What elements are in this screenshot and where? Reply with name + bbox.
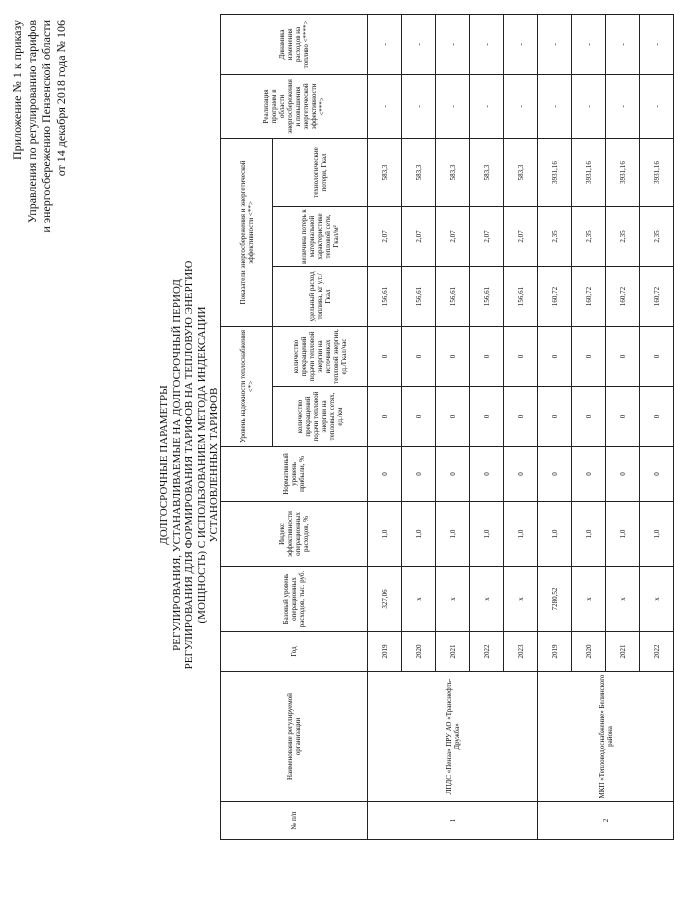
energy-2-cell: 2,07 [368, 206, 402, 266]
profit-level-cell: 0 [640, 447, 674, 502]
appendix-line-1: Приложение № 1 к приказу [10, 20, 24, 160]
header-profit-level: Нормативный уровень прибыли, % [221, 447, 368, 502]
year-cell: 2019 [538, 632, 572, 672]
program-cell: - [572, 74, 606, 138]
efficiency-index-cell: 1,0 [572, 502, 606, 567]
reliability-1-cell: 0 [572, 387, 606, 447]
year-cell: 2021 [436, 632, 470, 672]
row-num-cell: 2 [538, 802, 674, 840]
table-body [368, 14, 674, 839]
row-num-cell: 1 [368, 802, 538, 840]
reliability-2-cell: 0 [368, 326, 402, 386]
header-efficiency-index: Индекс эффективности операционных расходов, % [221, 502, 368, 567]
reliability-1-cell: 0 [538, 387, 572, 447]
efficiency-index-cell: 1,0 [640, 502, 674, 567]
base-cost-cell: х [606, 567, 640, 632]
energy-1-cell: 156,61 [436, 266, 470, 326]
title-line-2: РЕГУЛИРОВАНИЯ, УСТАНАВЛИВАЕМЫЕ НА ДОЛГОСРОЧНЫЙ ПЕРИОД [170, 279, 183, 651]
appendix-block [10, 20, 68, 350]
profit-level-cell: 0 [538, 447, 572, 502]
energy-2-cell: 2,35 [640, 206, 674, 266]
base-cost-cell: х [402, 567, 436, 632]
header-reliability-group: Уровень надежности теплоснабжения <*> [221, 326, 273, 446]
program-cell: - [368, 74, 402, 138]
program-cell: - [606, 74, 640, 138]
reliability-1-cell: 0 [470, 387, 504, 447]
base-cost-cell: х [572, 567, 606, 632]
header-losses-ratio: величина потерь к материальной характеристике тепловой сети, Гкал/м² [273, 206, 368, 266]
year-cell: 2020 [402, 632, 436, 672]
energy-2-cell: 2,35 [538, 206, 572, 266]
efficiency-index-cell: 1,0 [504, 502, 538, 567]
reliability-2-cell: 0 [640, 326, 674, 386]
year-cell: 2022 [470, 632, 504, 672]
header-year: Год [221, 632, 368, 672]
year-cell: 2020 [572, 632, 606, 672]
reliability-1-cell: 0 [504, 387, 538, 447]
energy-1-cell: 160,72 [640, 266, 674, 326]
appendix-line-3: и энергосбережению Пензенской области [39, 20, 53, 233]
dynamics-cell: - [436, 14, 470, 74]
table-row [368, 14, 402, 839]
header-base-cost: Базовый уровень операционных расходов, тыс. руб. [221, 567, 368, 632]
efficiency-index-cell: 1,0 [470, 502, 504, 567]
title-line-4: (МОЩНОСТЬ) С ИСПОЛЬЗОВАНИЕМ МЕТОДА ИНДЕКСАЦИИ [195, 306, 208, 624]
reliability-2-cell: 0 [572, 326, 606, 386]
energy-3-cell: 3931,16 [640, 138, 674, 206]
dynamics-cell: - [368, 14, 402, 74]
reliability-2-cell: 0 [436, 326, 470, 386]
efficiency-index-cell: 1,0 [436, 502, 470, 567]
title-line-1: ДОЛГОСРОЧНЫЕ ПАРАМЕТРЫ [158, 385, 170, 545]
base-cost-cell: х [436, 567, 470, 632]
header-tech-losses: технологические потери, Гкал [273, 138, 368, 206]
energy-1-cell: 156,61 [402, 266, 436, 326]
energy-1-cell: 156,61 [504, 266, 538, 326]
header-dynamics: Динамика изменения расходов на топливо <****> [221, 14, 368, 74]
program-cell: - [436, 74, 470, 138]
dynamics-cell: - [640, 14, 674, 74]
program-cell: - [470, 74, 504, 138]
energy-2-cell: 2,07 [504, 206, 538, 266]
energy-3-cell: 583,3 [470, 138, 504, 206]
energy-3-cell: 583,3 [504, 138, 538, 206]
dynamics-cell: - [504, 14, 538, 74]
profit-level-cell: 0 [436, 447, 470, 502]
reliability-2-cell: 0 [538, 326, 572, 386]
program-cell: - [504, 74, 538, 138]
dynamics-cell: - [538, 14, 572, 74]
energy-3-cell: 583,3 [436, 138, 470, 206]
program-cell: - [538, 74, 572, 138]
reliability-1-cell: 0 [368, 387, 402, 447]
energy-3-cell: 3931,16 [572, 138, 606, 206]
energy-2-cell: 2,07 [402, 206, 436, 266]
program-cell: - [640, 74, 674, 138]
appendix-line-4: от 14 декабря 2018 года № 106 [53, 20, 68, 177]
reliability-1-cell: 0 [606, 387, 640, 447]
dynamics-cell: - [606, 14, 640, 74]
year-cell: 2019 [368, 632, 402, 672]
profit-level-cell: 0 [504, 447, 538, 502]
base-cost-cell: 7280,52 [538, 567, 572, 632]
header-org: Наименование регулируемой организации [221, 672, 368, 802]
header-num: № п/п [221, 802, 368, 840]
energy-2-cell: 2,07 [470, 206, 504, 266]
reliability-1-cell: 0 [402, 387, 436, 447]
year-cell: 2021 [606, 632, 640, 672]
reliability-2-cell: 0 [606, 326, 640, 386]
reliability-2-cell: 0 [504, 326, 538, 386]
appendix-line-2: Управления по регулированию тарифов [24, 20, 39, 224]
energy-1-cell: 156,61 [368, 266, 402, 326]
energy-2-cell: 2,35 [572, 206, 606, 266]
header-reliability-networks: количество прекращений подачи тепловой энергии на тепловых сетях, ед./км [273, 387, 368, 447]
profit-level-cell: 0 [368, 447, 402, 502]
title-line-5: УСТАНОВЛЕННЫХ ТАРИФОВ [208, 387, 221, 543]
energy-3-cell: 583,3 [368, 138, 402, 206]
efficiency-index-cell: 1,0 [402, 502, 436, 567]
efficiency-index-cell: 1,0 [368, 502, 402, 567]
year-cell: 2022 [640, 632, 674, 672]
dynamics-cell: - [470, 14, 504, 74]
base-cost-cell: х [640, 567, 674, 632]
dynamics-cell: - [402, 14, 436, 74]
energy-1-cell: 160,72 [606, 266, 640, 326]
org-name-cell: МКП «Тепловодоснабжение» Белинского района [538, 672, 674, 802]
reliability-2-cell: 0 [470, 326, 504, 386]
profit-level-cell: 0 [470, 447, 504, 502]
energy-1-cell: 160,72 [538, 266, 572, 326]
header-program: Реализация программ в области энергосбережения и повышения энергетической эффективности <***> [221, 74, 368, 138]
org-name-cell: ЛПДС «Пенза» ПРУ АО «Транснефть-Дружба» [368, 672, 538, 802]
energy-1-cell: 156,61 [470, 266, 504, 326]
year-cell: 2023 [504, 632, 538, 672]
header-energy-group: Показатели энергосбережения и энергетической эффективности <**> [221, 138, 273, 326]
program-cell: - [402, 74, 436, 138]
base-cost-cell: 327,06 [368, 567, 402, 632]
dynamics-cell: - [572, 14, 606, 74]
energy-1-cell: 160,72 [572, 266, 606, 326]
energy-3-cell: 583,3 [402, 138, 436, 206]
energy-2-cell: 2,07 [436, 206, 470, 266]
efficiency-index-cell: 1,0 [606, 502, 640, 567]
title-line-3: РЕГУЛИРОВАНИЯ ДЛЯ ФОРМИРОВАНИЯ ТАРИФОВ НА ТЕПЛОВУЮ ЭНЕРГИЮ [183, 260, 196, 670]
parameters-table [220, 14, 674, 840]
header-reliability-sources: количество прекращений подачи тепловой энергии на источниках тепловой энергии, ед./Гкал/час [273, 326, 368, 386]
profit-level-cell: 0 [606, 447, 640, 502]
base-cost-cell: х [470, 567, 504, 632]
energy-3-cell: 3931,16 [606, 138, 640, 206]
energy-2-cell: 2,35 [606, 206, 640, 266]
header-fuel-consumption: удельный расход топлива, кг у.т./Гкал [273, 266, 368, 326]
document-title [158, 255, 221, 675]
profit-level-cell: 0 [572, 447, 606, 502]
reliability-1-cell: 0 [640, 387, 674, 447]
profit-level-cell: 0 [402, 447, 436, 502]
reliability-2-cell: 0 [402, 326, 436, 386]
energy-3-cell: 3931,16 [538, 138, 572, 206]
base-cost-cell: х [504, 567, 538, 632]
table-row [538, 14, 572, 839]
efficiency-index-cell: 1,0 [538, 502, 572, 567]
reliability-1-cell: 0 [436, 387, 470, 447]
